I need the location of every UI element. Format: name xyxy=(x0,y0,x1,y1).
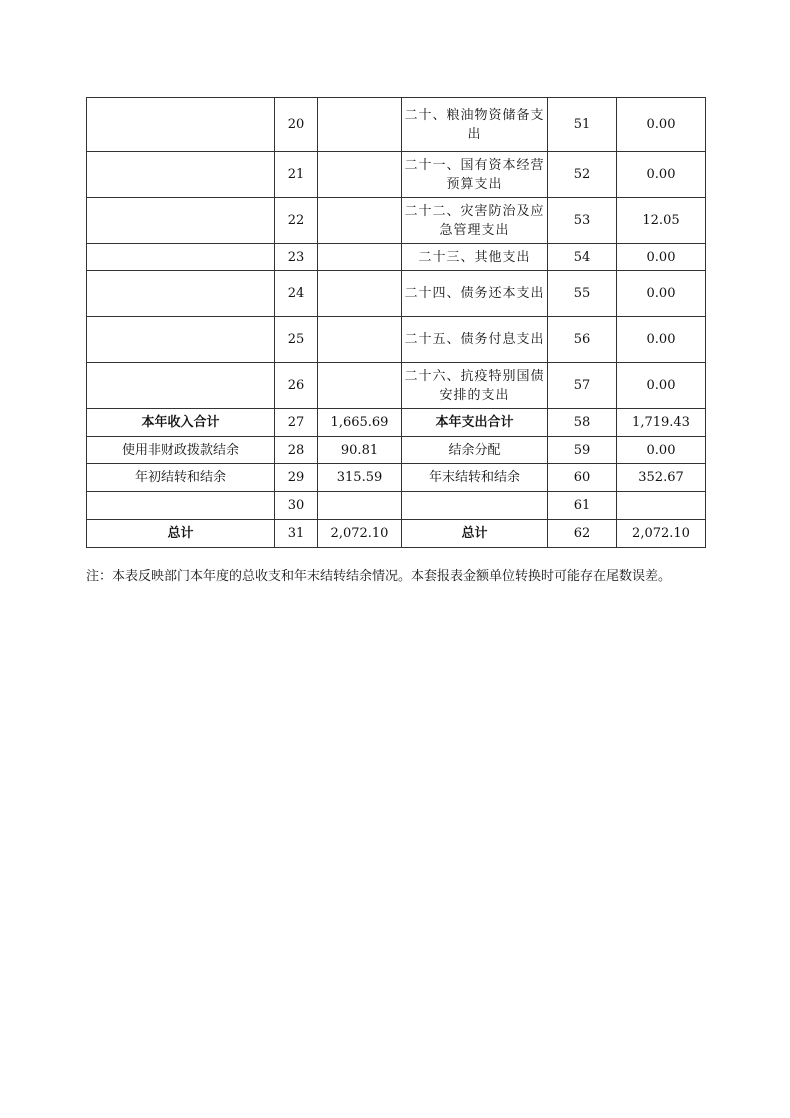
expense-line-no-cell: 56 xyxy=(548,317,617,363)
income-item-cell xyxy=(87,198,275,244)
income-line-no-cell: 22 xyxy=(275,198,318,244)
expense-amount-cell xyxy=(617,492,706,520)
income-line-no-cell: 23 xyxy=(275,244,318,271)
income-line-no-cell: 30 xyxy=(275,492,318,520)
table-row xyxy=(87,464,706,492)
income-amount-cell xyxy=(318,198,402,244)
income-amount-cell xyxy=(318,271,402,317)
expense-line-no-cell: 52 xyxy=(548,152,617,198)
table-row xyxy=(87,409,706,437)
expense-amount-cell: 0.00 xyxy=(617,363,706,409)
income-expenditure-table xyxy=(86,97,706,548)
expense-amount-cell: 0.00 xyxy=(617,271,706,317)
expense-item-cell: 二十五、债务付息支出 xyxy=(402,317,548,363)
expense-amount-cell: 0.00 xyxy=(617,317,706,363)
income-line-no-cell: 20 xyxy=(275,98,318,152)
expense-amount-cell: 352.67 xyxy=(617,464,706,492)
income-item-cell xyxy=(87,98,275,152)
table-row xyxy=(87,437,706,464)
expense-item-cell xyxy=(402,492,548,520)
expense-item-cell: 总计 xyxy=(402,520,548,548)
expense-line-no-cell: 55 xyxy=(548,271,617,317)
table-row xyxy=(87,152,706,198)
expense-line-no-cell: 53 xyxy=(548,198,617,244)
table-row xyxy=(87,492,706,520)
expense-amount-cell: 0.00 xyxy=(617,437,706,464)
expense-line-no-cell: 57 xyxy=(548,363,617,409)
expense-item-cell: 结余分配 xyxy=(402,437,548,464)
expense-line-no-cell: 51 xyxy=(548,98,617,152)
expense-amount-cell: 0.00 xyxy=(617,152,706,198)
income-item-cell xyxy=(87,271,275,317)
income-line-no-cell: 28 xyxy=(275,437,318,464)
income-amount-cell: 315.59 xyxy=(318,464,402,492)
expense-line-no-cell: 60 xyxy=(548,464,617,492)
expense-item-cell: 二十三、其他支出 xyxy=(402,244,548,271)
income-amount-cell xyxy=(318,363,402,409)
table-footnote: 注：本表反映部门本年度的总收支和年末结转结余情况。本套报表金额单位转换时可能存在尾数误差。 xyxy=(86,569,672,584)
expense-item-cell: 二十六、抗疫特别国债安排的支出 xyxy=(402,363,548,409)
expense-amount-cell: 0.00 xyxy=(617,244,706,271)
income-item-cell: 年初结转和结余 xyxy=(87,464,275,492)
income-amount-cell xyxy=(318,98,402,152)
expense-item-cell: 二十四、债务还本支出 xyxy=(402,271,548,317)
income-item-cell: 总计 xyxy=(87,520,275,548)
income-amount-cell xyxy=(318,152,402,198)
table-row xyxy=(87,520,706,548)
expense-item-cell: 二十、粮油物资储备支出 xyxy=(402,98,548,152)
income-item-cell xyxy=(87,244,275,271)
expense-line-no-cell: 54 xyxy=(548,244,617,271)
income-item-cell: 本年收入合计 xyxy=(87,409,275,437)
income-item-cell xyxy=(87,152,275,198)
income-amount-cell xyxy=(318,317,402,363)
expense-amount-cell: 12.05 xyxy=(617,198,706,244)
expense-amount-cell: 1,719.43 xyxy=(617,409,706,437)
table-row xyxy=(87,363,706,409)
expense-line-no-cell: 62 xyxy=(548,520,617,548)
income-line-no-cell: 25 xyxy=(275,317,318,363)
income-line-no-cell: 24 xyxy=(275,271,318,317)
income-amount-cell: 90.81 xyxy=(318,437,402,464)
income-amount-cell: 1,665.69 xyxy=(318,409,402,437)
income-line-no-cell: 27 xyxy=(275,409,318,437)
income-line-no-cell: 29 xyxy=(275,464,318,492)
table-row xyxy=(87,98,706,152)
table-row xyxy=(87,271,706,317)
table-row xyxy=(87,244,706,271)
income-amount-cell xyxy=(318,492,402,520)
income-amount-cell xyxy=(318,244,402,271)
income-item-cell: 使用非财政拨款结余 xyxy=(87,437,275,464)
income-item-cell xyxy=(87,363,275,409)
income-line-no-cell: 31 xyxy=(275,520,318,548)
income-item-cell xyxy=(87,492,275,520)
expense-item-cell: 二十二、灾害防治及应急管理支出 xyxy=(402,198,548,244)
expense-item-cell: 二十一、国有资本经营预算支出 xyxy=(402,152,548,198)
table-row xyxy=(87,317,706,363)
expense-amount-cell: 0.00 xyxy=(617,98,706,152)
table-row xyxy=(87,198,706,244)
expense-amount-cell: 2,072.10 xyxy=(617,520,706,548)
income-line-no-cell: 26 xyxy=(275,363,318,409)
income-line-no-cell: 21 xyxy=(275,152,318,198)
expense-line-no-cell: 59 xyxy=(548,437,617,464)
income-amount-cell: 2,072.10 xyxy=(318,520,402,548)
expense-line-no-cell: 58 xyxy=(548,409,617,437)
income-item-cell xyxy=(87,317,275,363)
expense-item-cell: 年末结转和结余 xyxy=(402,464,548,492)
expense-line-no-cell: 61 xyxy=(548,492,617,520)
expense-item-cell: 本年支出合计 xyxy=(402,409,548,437)
